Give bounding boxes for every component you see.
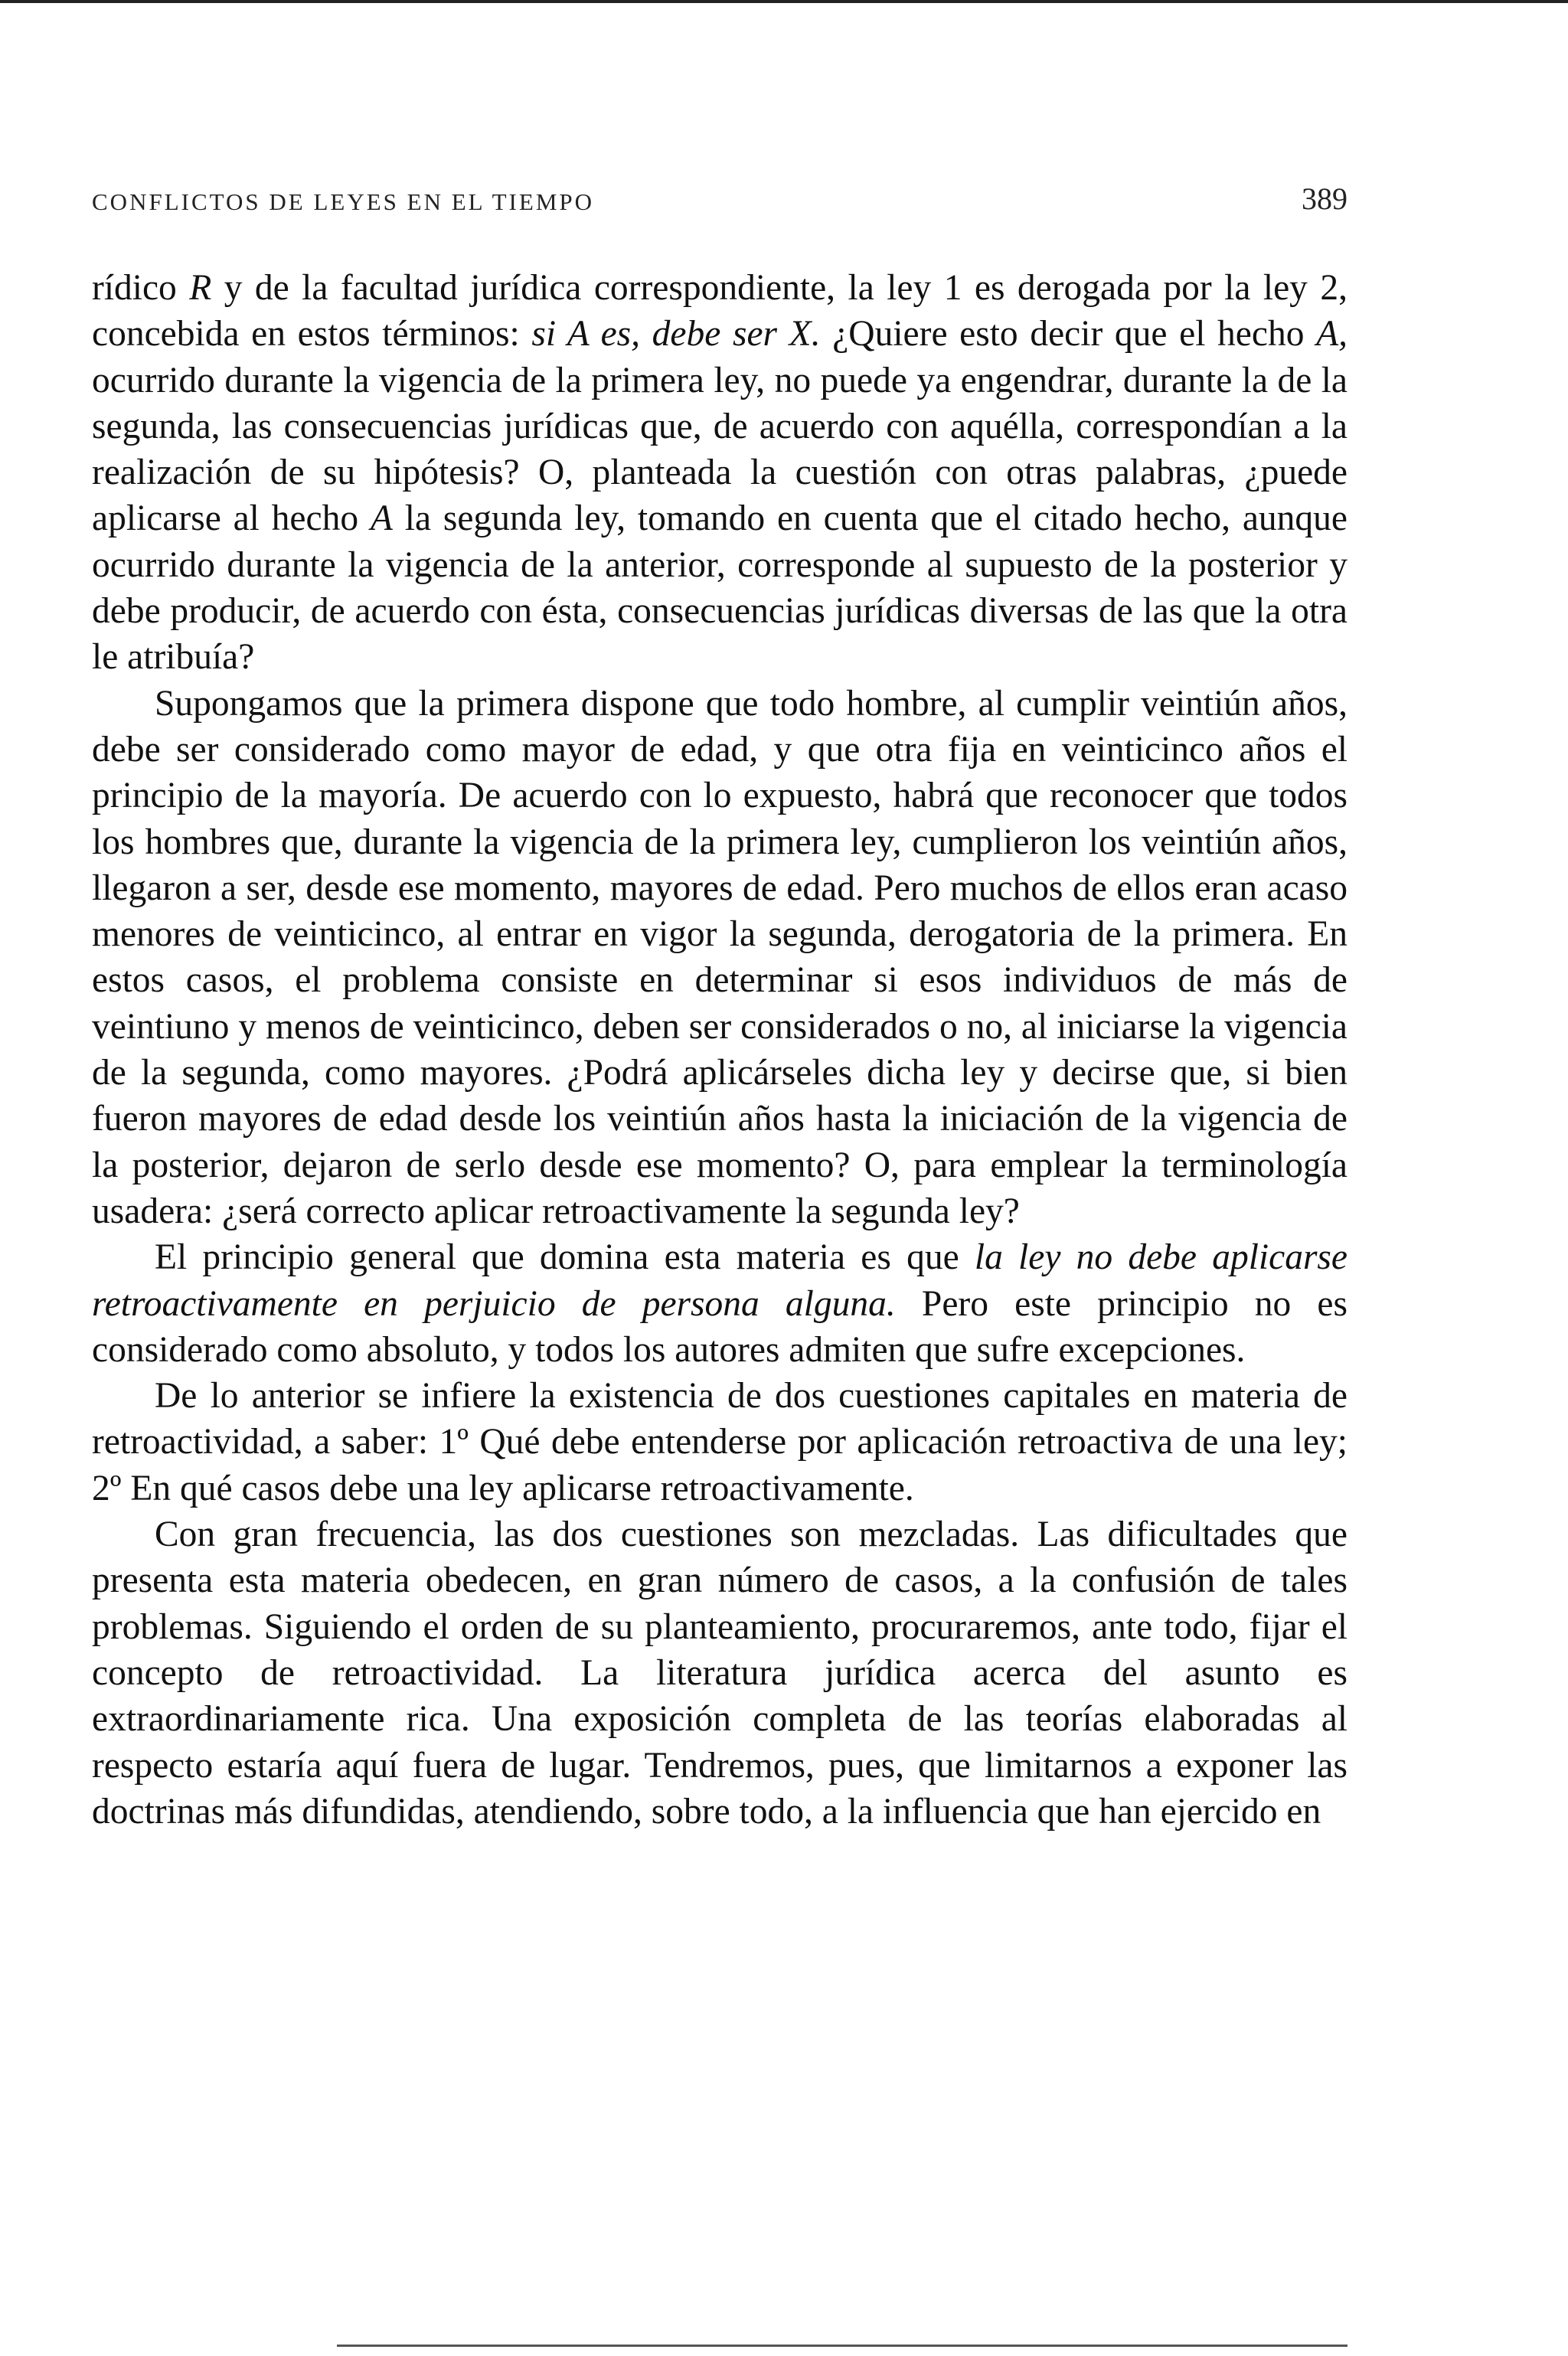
top-edge-rule [0,0,1568,3]
text-run: Con gran frecuencia, las dos cuestiones son mezcladas. Las dificultades que presenta esta materia obedecen, en gran número de casos, a la confusión de tales problemas. Siguiendo el orden de su planteamiento, procuraremos, ante todo, fijar el concepto de retroactividad. La literatura jurídica acerca del asunto es extraordinariamente rica. Una exposición completa de las teorías elaboradas al respecto estaría aquí fuera de lugar. Tendremos, pues, que limitarnos a exponer las doctrinas más difundidas, atendiendo, sobre todo, a la influencia que han ejercido en [92,1515,1348,1832]
paragraph [92,265,1348,681]
running-head: CONFLICTOS DE LEYES EN EL TIEMPO [92,188,595,215]
text-run: Pero este principio no es considerado como absoluto, y todos los autores admiten que sufre excepciones. [92,1283,1348,1370]
bottom-edge-rule [337,2345,1348,2347]
text-run: ocurrido durante la vigencia de la primera ley, no puede ya engendrar, durante la de la segunda, las consecuencias jurídicas que, de acuerdo con aquélla, correspondían a la realización de su hipótesis? O, planteada la cuestión con otras palabras, ¿puede aplicarse al hecho [92,360,1348,539]
text-run: El principio general que domina esta materia es que [155,1237,975,1278]
paragraph [92,1511,1348,1835]
text-run: rídico [92,268,190,308]
page-number: 389 [1302,181,1348,216]
body-text [92,265,1348,1835]
paragraph [92,681,1348,1235]
text-run: la segunda ley, tomando en cuenta que el citado hecho, aunque ocurrido durante la vigencia de la anterior, corresponde al supuesto de la posterior y debe producir, de acuerdo con ésta, consecuencias jurídicas diversas de las que la otra le atribuía? [92,498,1348,678]
italic-run: A [370,498,393,539]
paragraph [92,1234,1348,1373]
italic-run: si A es, debe ser X. [531,314,821,355]
italic-run: A, [1316,314,1348,355]
italic-run: la ley no debe aplicarse retroactivamente en perjuicio de persona alguna. [92,1237,1348,1324]
page-header [92,181,1348,227]
text-run: ¿Quiere esto decir que el hecho [820,314,1317,355]
text-run: Supongamos que la primera dispone que todo hombre, al cumplir veintiún años, debe ser considerado como mayor de edad, y que otra fija en veinticinco años el principio de la mayoría. De acuerdo con lo expuesto, habrá que reconocer que todos los hombres que, durante la vigencia de la primera ley, cumplieron los veintiún años, llegaron a ser, desde ese momento, mayores de edad. Pero muchos de ellos eran acaso menores de veinticinco, al entrar en vigor la segunda, derogatoria de la primera. En estos casos, el problema consiste en determinar si esos individuos de más de veintiuno y menos de veinticinco, deben ser considerados o no, al iniciarse la vigencia de la segunda, como mayores. ¿Podrá aplicárseles dicha ley y decirse que, si bien fueron mayores de edad desde los veintiún años hasta la iniciación de la vigencia de la posterior, dejaron de serlo desde ese momento? O, para emplear la terminología usadera: ¿será correcto aplicar retroactivamente la segunda ley? [92,683,1348,1231]
text-run: y de la facultad jurídica correspondiente, la ley 1 es derogada por la ley 2, concebida en estos términos: [92,268,1348,355]
italic-run: R [189,268,212,308]
paragraph [92,1373,1348,1511]
text-run: De lo anterior se infiere la existencia de dos cuestiones capitales en materia de retroactividad, a saber: 1º Qué debe entenderse por aplicación retroactiva de una ley; 2º En qué casos debe una ley aplicarse retroactivamente. [92,1376,1348,1508]
